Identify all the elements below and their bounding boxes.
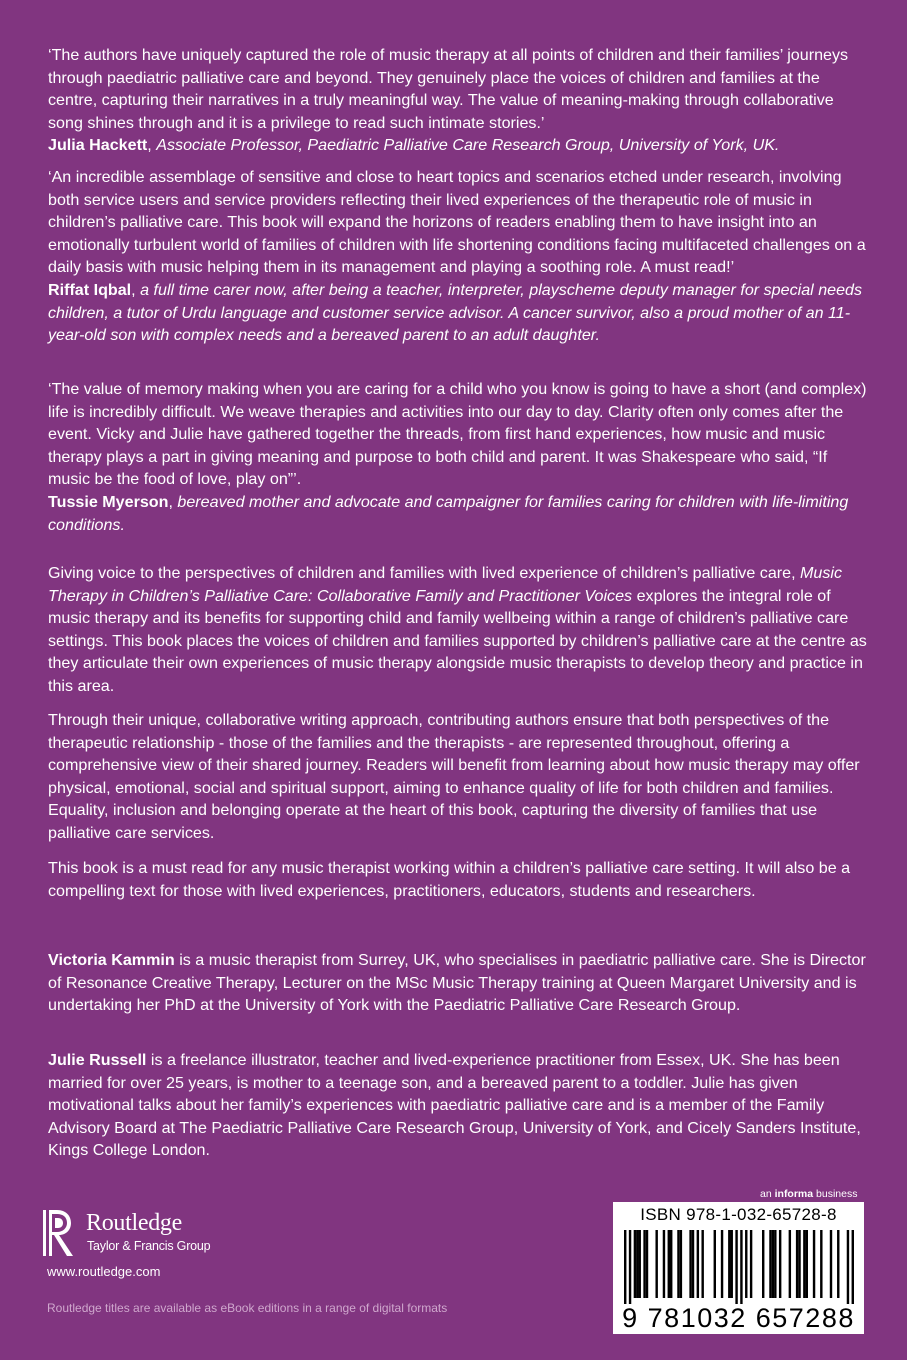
barcode-bar [774,1230,776,1298]
endorsement-3-separator: , [168,492,178,511]
barcode-bar [803,1230,805,1298]
barcode-bar [796,1230,798,1298]
publisher-logo [40,1207,240,1259]
publisher-website[interactable]: www.routledge.com [47,1264,161,1279]
barcode-bar [745,1230,747,1298]
barcode-bar [813,1230,815,1298]
barcode-bar [772,1230,774,1298]
informa-tagline [760,1188,857,1201]
endorsement-2-affiliation: a full time carer now, after being a teacher, interpreter, playscheme deputy manager for special needs children, a tutor of Urdu language and customer service advisor. A cancer survivor, also a proud mother of an 11-year-old son with complex needs and a bereaved parent to an adult daughter. [48,280,863,345]
informa-prefix: an [760,1188,775,1200]
barcode-bar [714,1230,716,1298]
endorsement-3 [48,378,870,536]
endorsement-1-affiliation: Associate Professor, Paediatric Palliative Care Research Group, University of York, UK. [156,136,780,155]
barcode-bar [655,1230,657,1298]
barcode-bar [692,1230,694,1298]
endorsement-3-affiliation: bereaved mother and advocate and campaigner for families caring for children with life-limiting conditions. [48,492,849,534]
author-1-bio: is a music therapist from Surrey, UK, who specialises in paediatric palliative care. She is Director of Resonance Creative Therapy, Lecturer on the MSc Music Therapy training at Queen Margaret University and is undertaking her PhD at the University of York with the Paediatric Palliative Care Research Group. [48,951,866,1015]
author-1-name: Victoria Kammin [48,951,175,969]
barcode-bar [806,1230,808,1298]
description-p1-after: explores the integral role of music therapy and its benefits for supporting child and family wellbeing within a range of children’s palliative care settings. This book places the voices of children and families supported by children’s palliative care at the centre as they articulate their own experiences of music therapy alongside music therapists to develop theory and practice in this area. [48,586,867,695]
description-p1-before: Giving voice to the perspectives of children and families with lived experience of children’s palliative care, [48,564,801,582]
barcode-bar [689,1230,691,1298]
routledge-r-logo-icon [40,1207,78,1259]
book-title: Music Therapy in Children’s Palliative Care: Collaborative Family and Practitioner Voices [48,564,843,605]
barcode-bar [779,1230,781,1298]
ebook-note: Routledge titles are available as eBook editions in a range of digital formats [47,1301,448,1315]
isbn-barcode-box [613,1202,864,1334]
barcode-bar [837,1230,839,1298]
barcode-bar [728,1230,730,1298]
barcode-bar [721,1230,723,1298]
barcode-bar [735,1230,737,1304]
endorsement-1-separator: , [147,136,157,155]
barcode-digits: 9 781032 657288 [622,1303,855,1333]
barcode-bar [847,1230,849,1304]
informa-suffix: business [813,1188,858,1200]
barcode-bar [643,1230,645,1298]
informa-brand: informa [774,1188,814,1200]
endorsement-3-quote: ‘The value of memory making when you are caring for a child who you know is going to have a short (and complex) life is incredibly difficult. We weave therapies and activities into our day to day. Clarity often only comes after the event. Vicky and Julie have gathered together the threads, from first hand experiences, how music and music therapy plays a part in giving meaning and purpose to both child and parent. It was Shakespeare who said, “If music be the food of love, play on”’. [48,380,867,489]
endorsement-2-name: Riffat Iqbal [48,280,132,299]
barcode [624,1230,854,1304]
barcode-bar [731,1230,733,1298]
description-paragraph-2: Through their unique, collaborative writing approach, contributing authors ensure that both perspectives of the therapeutic relationship - those of the families and the therapists - are represented throughout, offering a comprehensive view of their shared journey. Readers will benefit from learning about how music therapy may offer physical, emotional, social and spiritual support, aiming to enhance quality of life for both children and families. Equality, inclusion and belonging operate at the heart of this book, capturing the diversity of families that use palliative care services. [48,711,860,842]
barcode-bar [680,1230,682,1298]
barcode-bar [634,1230,636,1298]
endorsement-1-name: Julia Hackett [48,136,148,155]
barcode-bar [798,1230,800,1298]
barcode-bar [677,1230,679,1298]
barcode-bar [629,1230,631,1304]
author-bio-2 [48,1049,870,1162]
publisher-group: Taylor & Francis Group [87,1239,211,1253]
barcode-bar [852,1230,854,1304]
barcode-bar [820,1230,822,1298]
description-paragraph-3: This book is a must read for any music therapist working within a children’s palliative care setting. It will also be a compelling text for those with lived experiences, practitioners, educators, students and researchers. [48,859,851,900]
author-2-name: Julie Russell [48,1051,147,1069]
endorsement-1 [48,44,870,157]
endorsement-2-quote: ‘An incredible assemblage of sensitive and close to heart topics and scenarios etched under research, involving both service users and service providers reflecting their lived experiences of the therapeutic role of music in children’s palliative care. This book will expand the horizons of readers enabling them to have insight into an emotionally turbulent world of families of children with life shortening conditions facing multifaceted challenges on a daily basis with music helping them in its management and playing a soothing role. A must read!’ [48,168,866,277]
barcode-bar [670,1230,672,1298]
author-2-bio: is a freelance illustrator, teacher and lived-experience practitioner from Essex, UK. She has been married for over 25 years, is mother to a teenage son, and a bereaved parent to a toddler. Julie has given motivational talks about her family’s experiences with paediatric palliative care and is a member of the Family Advisory Board at The Paediatric Palliative Care Research Group, University of York, and Cicely Sanders Institute, Kings College London. [48,1051,861,1160]
barcode-bar [740,1230,742,1304]
barcode-bar [624,1230,626,1304]
endorsement-2 [48,166,870,347]
publisher-name: Routledge [86,1210,182,1236]
barcode-bar [668,1230,670,1298]
barcode-bar [789,1230,791,1298]
author-bio-1 [48,949,870,1017]
barcode-bar [646,1230,648,1298]
barcode-bar [639,1230,641,1298]
barcode-bar [762,1230,764,1298]
barcode-bar [697,1230,699,1298]
endorsement-1-quote: ‘The authors have uniquely captured the role of music therapy at all points of children and their families’ journeys through paediatric palliative care and beyond. They genuinely place the voices of children and families at the centre, capturing their narratives in a truly meaningful way. The value of meaning-making through collaborative song shines through and it is a privilege to read such intimate stories.’ [48,46,849,132]
barcode-bar [636,1230,638,1298]
barcode-bar [663,1230,665,1298]
endorsement-2-separator: , [131,280,141,299]
barcode-bar [769,1230,771,1298]
endorsement-3-name: Tussie Myerson [48,492,169,511]
barcode-bar [701,1230,703,1298]
description-paragraph-1 [48,562,870,698]
isbn-label: ISBN 978-1-032-65728-8 [640,1205,837,1224]
barcode-bar [750,1230,752,1298]
barcode-bar [830,1230,832,1298]
